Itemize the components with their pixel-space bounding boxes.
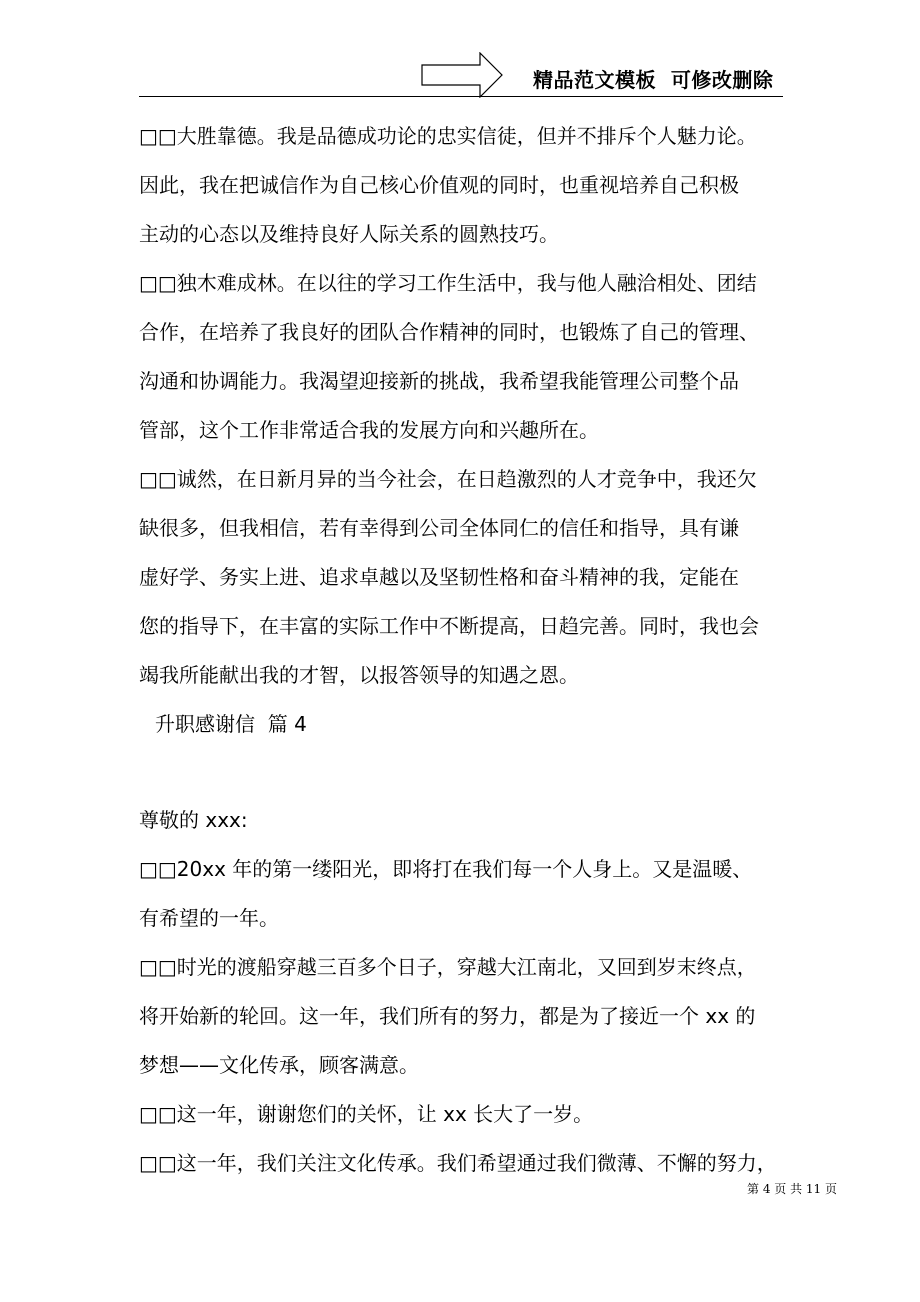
paragraph-line: □□大胜靠德。我是品德成功论的忠实信徒，但并不排斥个人魅力论。 [139,124,757,148]
paragraph-line: 虚好学、务实上进、追求卓越以及坚韧性格和奋斗精神的我，定能在 [139,565,739,589]
paragraph-line: □□这一年，谢谢您们的关怀，让 xx 长大了一岁。 [139,1102,594,1126]
paragraph-line: 沟通和协调能力。我渴望迎接新的挑战，我希望我能管理公司整个品 [139,369,739,393]
paragraph-line: 有希望的一年。 [139,906,279,930]
document-body [139,116,799,1192]
paragraph-line: 主动的心态以及维持良好人际关系的圆熟技巧。 [139,222,559,246]
paragraph-line: □□独木难成林。在以往的学习工作生活中，我与他人融洽相处、团结 [139,271,757,295]
salutation: 尊敬的 xxx: [139,808,248,832]
section-title: 升职感谢信 篇 4 [155,712,307,736]
paragraph-line: □□这一年，我们关注文化传承。我们希望通过我们微薄、不懈的努力， [139,1151,777,1175]
paragraph-line: 将开始新的轮回。这一年，我们所有的努力，都是为了接近一个 xx 的 [139,1004,756,1028]
paragraph-line: □□20xx 年的第一缕阳光，即将打在我们每一个人身上。又是温暖、 [139,857,753,881]
page-number: 第 4 页 共 11 页 [747,1182,837,1196]
arrow-icon [421,52,503,98]
header-divider [139,96,783,97]
paragraph-line: 因此，我在把诚信作为自己核心价值观的同时，也重视培养自己积极 [139,173,739,197]
paragraph-line: □□诚然，在日新月异的当今社会，在日趋激烈的人才竞争中，我还欠 [139,467,757,491]
paragraph-line: 管部，这个工作非常适合我的发展方向和兴趣所在。 [139,418,599,442]
paragraph-line: 梦想——文化传承，顾客满意。 [139,1053,419,1077]
header-title: 精品范文模板 可修改删除 [533,68,774,92]
paragraph-line: 合作，在培养了我良好的团队合作精神的同时，也锻炼了自己的管理、 [139,320,759,344]
paragraph-line: □□时光的渡船穿越三百多个日子，穿越大江南北，又回到岁末终点， [139,955,757,979]
paragraph-line: 缺很多，但我相信，若有幸得到公司全体同仁的信任和指导，具有谦 [139,516,739,540]
paragraph-line: 您的指导下，在丰富的实际工作中不断提高，日趋完善。同时，我也会 [139,614,759,638]
paragraph-line: 竭我所能献出我的才智，以报答领导的知遇之恩。 [139,663,579,687]
